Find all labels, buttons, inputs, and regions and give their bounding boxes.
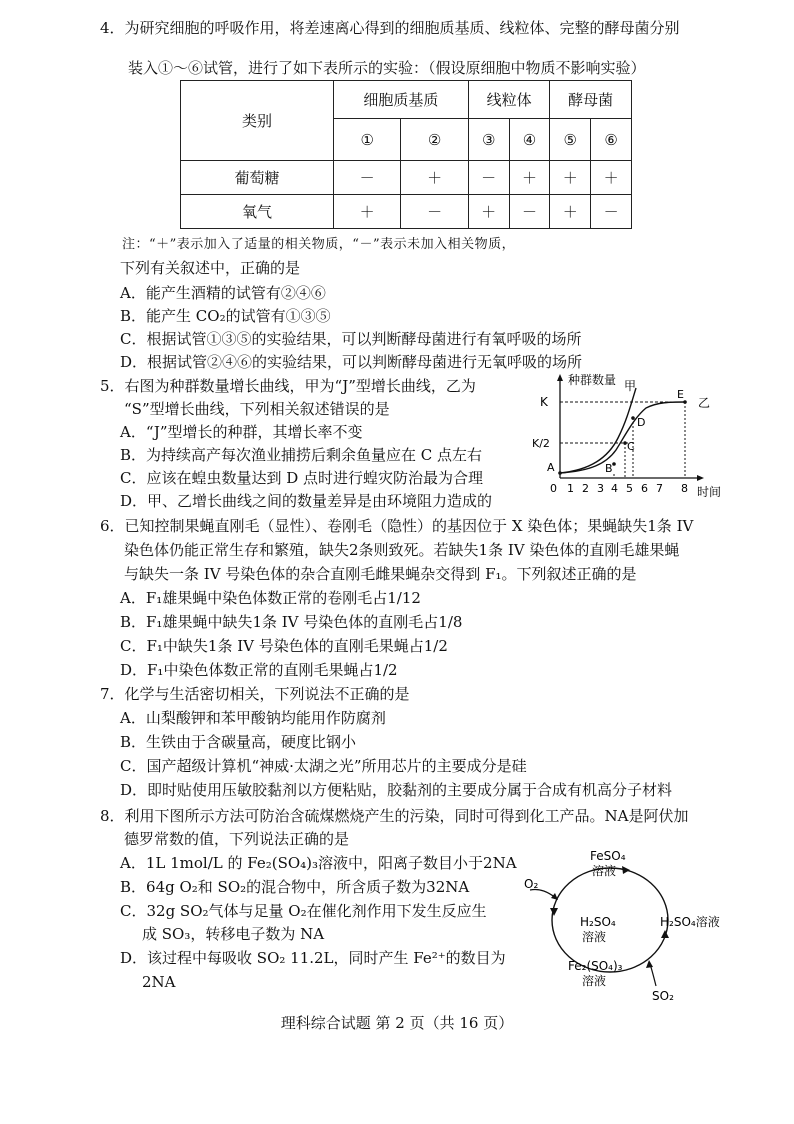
table-group-yeast: 酵母菌 xyxy=(550,81,632,119)
table-cell: ＋ xyxy=(468,195,509,229)
diagram-bottom-input: SO₂ xyxy=(652,989,674,1003)
q6-stem-line1: 6．已知控制果蝇直刚毛（显性）、卷刚毛（隐性）的基因位于 X 染色体；果蝇缺失1条 IV xyxy=(100,517,694,535)
diagram-right-label: H₂SO₄溶液 xyxy=(660,915,720,929)
table-group-cytoplasm: 细胞质基质 xyxy=(334,81,469,119)
q5-growth-curve-graph xyxy=(530,368,730,504)
table-cell: － xyxy=(468,161,509,195)
q6-option-c: C．F₁中缺失1条 IV 号染色体的直刚毛果蝇占1/2 xyxy=(120,637,448,655)
q4-stem-line1: 4．为研究细胞的呼吸作用，将差速离心得到的细胞质基质、线粒体、完整的酵母菌分别 xyxy=(100,19,680,37)
diagram-left-input: O₂ xyxy=(524,877,539,891)
q5-stem-line1: 5．右图为种群数量增长曲线，甲为“J”型增长曲线，乙为 xyxy=(100,377,476,395)
table-tube-4: ④ xyxy=(509,119,550,161)
q8-stem-line2: 德罗常数的值，下列说法正确的是 xyxy=(124,830,350,848)
diagram-bottom-state: 溶液 xyxy=(582,974,607,988)
graph-point-d: D xyxy=(637,416,646,429)
q8-stem-line1: 8．利用下图所示方法可防治含硫煤燃烧产生的污染，同时可得到化工产品。NA是阿伏加 xyxy=(100,807,689,825)
q5-stem-line2: “S”型增长曲线，下列相关叙述错误的是 xyxy=(124,400,390,418)
page-footer: 理科综合试题 第 2 页（共 16 页） xyxy=(280,1014,514,1032)
q7-stem: 7．化学与生活密切相关，下列说法不正确的是 xyxy=(100,685,410,703)
graph-label-yi: 乙 xyxy=(698,396,711,410)
graph-xtick: 3 xyxy=(597,482,604,495)
graph-xtick: 7 xyxy=(656,482,663,495)
diagram-top-state: 溶液 xyxy=(592,864,617,878)
q4-experiment-table xyxy=(180,80,632,229)
q8-cycle-diagram xyxy=(510,838,740,1008)
q4-prompt: 下列有关叙述中，正确的是 xyxy=(120,259,301,277)
table-cell: － xyxy=(591,195,632,229)
q8-option-a: A．1L 1mol/L 的 Fe₂(SO₄)₃溶液中，阳离子数目小于2NA xyxy=(120,854,517,872)
q4-note: 注：“＋”表示加入了适量的相关物质，“－”表示未加入相关物质， xyxy=(122,237,516,252)
graph-ytick-k-half: K/2 xyxy=(532,437,550,450)
q7-option-a: A．山梨酸钾和苯甲酸钠均能用作防腐剂 xyxy=(120,709,386,727)
q4-option-a: A．能产生酒精的试管有②④⑥ xyxy=(120,284,326,302)
graph-xlabel: 时间 xyxy=(697,485,722,499)
graph-ylabel: 种群数量 xyxy=(568,373,617,387)
q4-option-b: B．能产生 CO₂的试管有①③⑤ xyxy=(120,307,331,325)
table-tube-5: ⑤ xyxy=(550,119,591,161)
q6-option-b: B．F₁雄果蝇中缺失1条 IV 号染色体的直刚毛占1/8 xyxy=(120,613,463,631)
graph-xtick: 4 xyxy=(611,482,618,495)
table-cell: ＋ xyxy=(401,161,468,195)
graph-xtick: 8 xyxy=(681,482,688,495)
table-group-mitochondria: 线粒体 xyxy=(468,81,550,119)
graph-xtick: 1 xyxy=(567,482,574,495)
graph-xtick: 2 xyxy=(582,482,589,495)
table-tube-2: ② xyxy=(401,119,468,161)
table-cell: ＋ xyxy=(550,195,591,229)
q4-option-c: C．根据试管①③⑤的实验结果，可以判断酵母菌进行有氧呼吸的场所 xyxy=(120,330,582,348)
q7-option-c: C．国产超级计算机“神威·太湖之光”所用芯片的主要成分是硅 xyxy=(120,757,527,775)
graph-xtick: 6 xyxy=(641,482,648,495)
graph-xtick: 0 xyxy=(550,482,557,495)
q6-option-d: D．F₁中染色体数正常的直刚毛果蝇占1/2 xyxy=(120,661,398,679)
table-cell: － xyxy=(509,195,550,229)
graph-point-c: C xyxy=(627,440,635,453)
graph-point-e: E xyxy=(677,388,684,401)
diagram-bottom-species: Fe₂(SO₄)₃ xyxy=(568,959,623,973)
table-cell: ＋ xyxy=(334,195,401,229)
table-row-glucose-label: 葡萄糖 xyxy=(181,161,334,195)
table-tube-6: ⑥ xyxy=(591,119,632,161)
q6-stem-line3: 与缺失一条 IV 号染色体的杂合直刚毛雌果蝇杂交得到 F₁。下列叙述正确的是 xyxy=(124,565,637,583)
q6-option-a: A．F₁雄果蝇中染色体数正常的卷刚毛占1/12 xyxy=(120,589,421,607)
q8-option-c-line2: 成 SO₃，转移电子数为 NA xyxy=(142,925,325,943)
graph-label-jia: 甲 xyxy=(624,379,637,393)
q5-option-b: B．为持续高产每次渔业捕捞后剩余鱼量应在 C 点左右 xyxy=(120,446,483,464)
graph-ytick-k: K xyxy=(540,395,548,409)
table-cell: ＋ xyxy=(591,161,632,195)
table-cell: － xyxy=(401,195,468,229)
q8-option-b: B．64g O₂和 SO₂的混合物中，所含质子数为32NA xyxy=(120,878,470,896)
q8-option-d-line1: D．该过程中每吸收 SO₂ 11.2L，同时产生 Fe²⁺的数目为 xyxy=(120,949,506,967)
q5-option-d: D．甲、乙增长曲线之间的数量差异是由环境阻力造成的 xyxy=(120,492,493,510)
table-row-oxygen-label: 氧气 xyxy=(181,195,334,229)
table-tube-3: ③ xyxy=(468,119,509,161)
table-cell: － xyxy=(334,161,401,195)
graph-point-a: A xyxy=(547,461,555,474)
diagram-middle-state: 溶液 xyxy=(582,930,607,944)
q4-option-d: D．根据试管②④⑥的实验结果，可以判断酵母菌进行无氧呼吸的场所 xyxy=(120,353,583,371)
table-cell: ＋ xyxy=(509,161,550,195)
diagram-top-species: FeSO₄ xyxy=(590,849,626,863)
q5-option-c: C．应该在蝗虫数量达到 D 点时进行蝗灾防治最为合理 xyxy=(120,469,484,487)
q5-option-a: A．“J”型增长的种群，其增长率不变 xyxy=(120,423,363,441)
q8-option-c-line1: C．32g SO₂气体与足量 O₂在催化剂作用下发生反应生 xyxy=(120,902,487,920)
q7-option-d: D．即时贴使用压敏胶黏剂以方便粘贴，胶黏剂的主要成分属于合成有机高分子材料 xyxy=(120,781,673,799)
q6-stem-line2: 染色体仍能正常生存和繁殖，缺失2条则致死。若缺失1条 IV 染色体的直刚毛雄果蝇 xyxy=(124,541,680,559)
table-category-header: 类别 xyxy=(181,81,334,161)
q8-option-d-line2: 2NA xyxy=(142,973,176,991)
graph-point-b: B xyxy=(605,462,613,475)
q4-stem-line2: 装入①～⑥试管，进行了如下表所示的实验：（假设原细胞中物质不影响实验） xyxy=(128,59,646,77)
table-tube-1: ① xyxy=(334,119,401,161)
diagram-middle-species: H₂SO₄ xyxy=(580,915,616,929)
graph-xtick: 5 xyxy=(626,482,633,495)
table-cell: ＋ xyxy=(550,161,591,195)
q7-option-b: B．生铁由于含碳量高，硬度比钢小 xyxy=(120,733,357,751)
